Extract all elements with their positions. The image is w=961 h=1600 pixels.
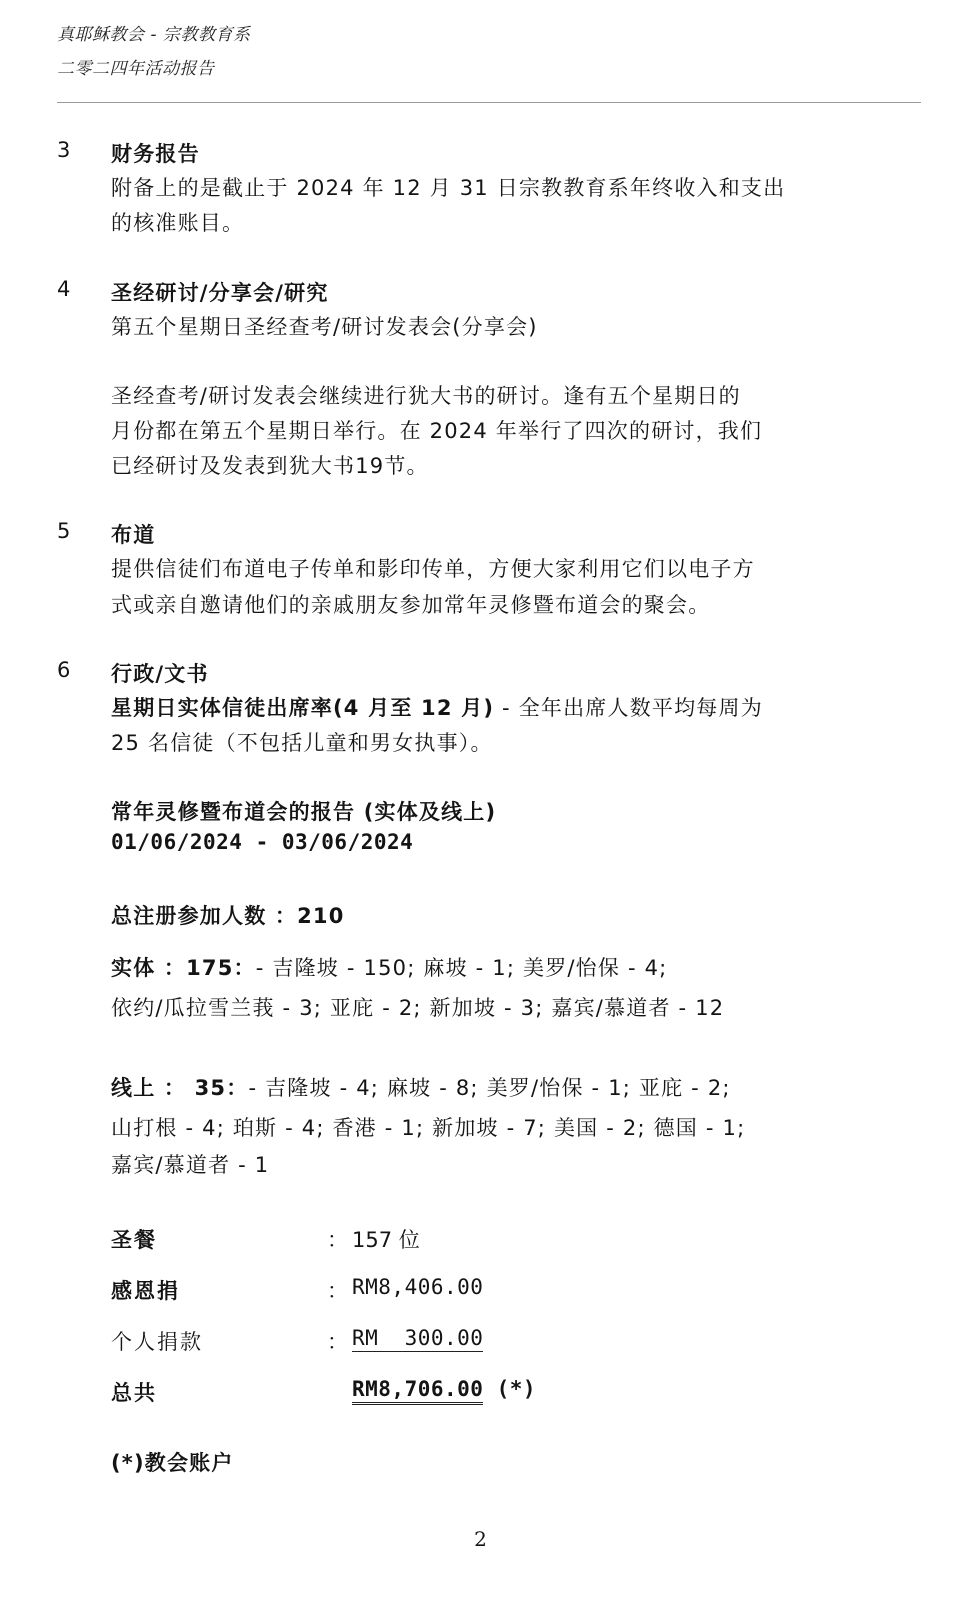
retreat-dates: 01/06/2024 - 03/06/2024: [111, 830, 414, 854]
physical-breakdown-1: - 吉隆坡 - 150; 麻坡 - 1; 美罗/怡保 - 4;: [255, 956, 668, 980]
physical-label: 实体 ：175：: [111, 956, 256, 980]
total-registered-value: ：210: [274, 904, 345, 928]
section-4-body-line-1: 圣经查考/研讨发表会继续进行犹大书的研讨。逢有五个星期日的: [111, 384, 741, 408]
header-organization: 真耶稣教会 - 宗教教育系: [57, 25, 251, 45]
total-label: 总共: [111, 1381, 157, 1405]
section-5-body-line-2: 式或亲自邀请他们的亲戚朋友参加常年灵修暨布道会的聚会。: [111, 593, 711, 617]
physical-line-2: 依约/瓜拉雪兰莪 - 3; 亚庇 - 2; 新加坡 - 3; 嘉宾/慕道者 - 12: [111, 996, 725, 1020]
personal-donation-label: 个人捐款: [111, 1330, 203, 1354]
attendance-label: 星期日实体信徒出席率(4 月至 12 月): [111, 696, 495, 720]
section-6-title: 行政/文书: [111, 662, 209, 686]
footnote: (*)教会账户: [111, 1451, 234, 1475]
attendance-line-2: 25 名信徒（不包括儿童和男女执事）。: [111, 731, 493, 755]
total-registered-label: 总注册参加人数: [111, 904, 275, 928]
thanks-offering-colon: ：: [327, 1279, 348, 1303]
section-4-subtitle: 第五个星期日圣经查考/研讨发表会(分享会): [111, 315, 538, 339]
section-3-body-line-2: 的核准账目。: [111, 211, 245, 235]
attendance-line-1: [111, 692, 763, 722]
online-line-2: 山打根 - 4; 珀斯 - 4; 香港 - 1; 新加坡 - 7; 美国 - 2; 德国 - 1;: [111, 1116, 746, 1140]
section-3-title: 财务报告: [111, 142, 200, 166]
section-5-title: 布道: [111, 523, 156, 547]
personal-donation-colon: ：: [327, 1330, 348, 1354]
online-breakdown-1: - 吉隆坡 - 4; 麻坡 - 8; 美罗/怡保 - 1; 亚庇 - 2;: [248, 1076, 731, 1100]
online-label: 线上 ： 35：: [111, 1076, 249, 1100]
header-divider: [57, 102, 921, 103]
physical-line-1: [111, 952, 667, 982]
retreat-title: 常年灵修暨布道会的报告 (实体及线上): [111, 800, 497, 824]
section-6-number: 6: [57, 658, 71, 682]
section-4-number: 4: [57, 277, 71, 301]
thanks-offering-value: RM8,406.00: [352, 1275, 484, 1299]
attendance-summary: - 全年出席人数平均每周为: [494, 696, 763, 720]
section-3-body-line-1: 附备上的是截止于 2024 年 12 月 31 日宗教教育系年终收入和支出: [111, 176, 786, 200]
total-value: [352, 1377, 536, 1401]
total-note: (*): [483, 1377, 537, 1401]
section-5-body-line-1: 提供信徒们布道电子传单和影印传单，方便大家利用它们以电子方: [111, 557, 755, 581]
communion-value: 157 位: [352, 1228, 420, 1252]
section-4-body-line-2: 月份都在第五个星期日举行。在 2024 年举行了四次的研讨，我们: [111, 419, 763, 443]
communion-label: 圣餐: [111, 1228, 157, 1252]
header-report-title: 二零二四年活动报告: [57, 59, 215, 79]
total-registered: [111, 900, 345, 930]
online-line-1: [111, 1072, 731, 1102]
page-number: 2: [474, 1527, 487, 1551]
section-4-body-line-3: 已经研讨及发表到犹大书19节。: [111, 454, 429, 478]
section-3-number: 3: [57, 138, 71, 162]
personal-donation-value: [352, 1326, 483, 1350]
thanks-offering-label: 感恩捐: [111, 1279, 180, 1303]
communion-colon: ：: [327, 1228, 348, 1252]
total-amount: RM8,706.00: [352, 1377, 483, 1405]
section-5-number: 5: [57, 519, 71, 543]
online-line-3: 嘉宾/慕道者 - 1: [111, 1153, 270, 1177]
section-4-title: 圣经研讨/分享会/研究: [111, 281, 329, 305]
personal-donation-amount: RM 300.00: [352, 1326, 484, 1350]
